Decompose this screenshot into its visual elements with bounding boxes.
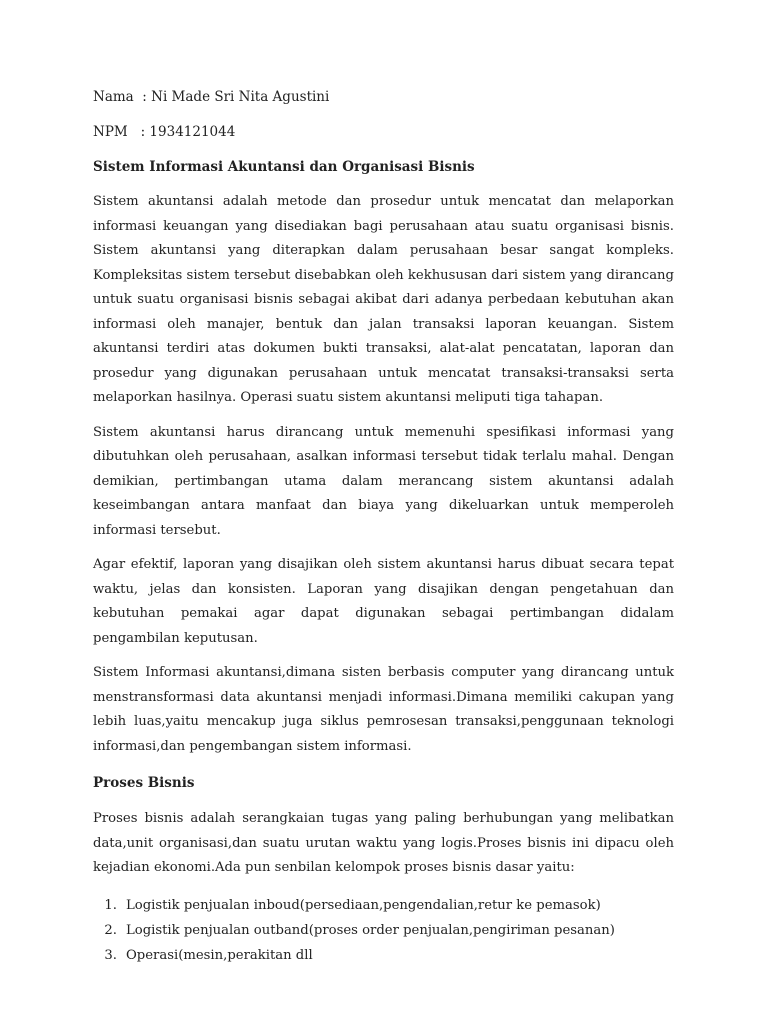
- section-title-sia: Sistem Informasi Akuntansi dan Organisasi Bisnis: [93, 159, 475, 175]
- paragraph-1: Sistem akuntansi adalah metode dan prosedur untuk mencatat dan melaporkan informasi keuangan yang disediakan bagi perusahaan atau suatu organisasi bisnis. Sistem akuntansi yang diterapkan dalam perusahaan besar sangat kompleks. Kompleksitas sistem tersebut disebabkan oleh kekhususan dari sistem yang dirancang untuk suatu organisasi bisnis sebagai akibat dari adanya perbedaan kebutuhan akan informasi oleh manajer, bentuk dan jalan transaksi laporan keuangan. Sistem akuntansi terdiri atas dokumen bukti transaksi, alat-alat pencatatan, laporan dan prosedur yang digunakan perusahaan untuk mencatat transaksi-transaksi serta melaporkan hasilnya. Operasi suatu sistem akuntansi meliputi tiga tahapan.: [93, 194, 674, 405]
- business-process-list: [93, 893, 674, 968]
- student-name-line: Nama : Ni Made Sri Nita Agustini: [93, 89, 330, 105]
- list-item: [71, 943, 674, 968]
- section-title-proses-bisnis: Proses Bisnis: [93, 775, 195, 791]
- paragraph-2: Sistem akuntansi harus dirancang untuk memenuhi spesifikasi informasi yang dibutuhkan oleh perusahaan, asalkan informasi tersebut tidak terlalu mahal. Dengan demikian, pertimbangan utama dalam merancang sistem akuntansi adalah keseimbangan antara manfaat dan biaya yang dikeluarkan untuk memperoleh informasi tersebut.: [93, 424, 674, 538]
- student-npm-line: NPM : 1934121044: [93, 124, 236, 140]
- list-item: [71, 893, 674, 918]
- list-item-text: Logistik penjualan outband(proses order penjualan,pengiriman pesanan): [126, 922, 615, 938]
- paragraph-4: Sistem Informasi akuntansi,dimana sisten berbasis computer yang dirancang untuk menstransformasi data akuntansi menjadi informasi.Dimana memiliki cakupan yang lebih luas,yaitu mencakup juga siklus pemrosesan transaksi,penggunaan teknologi informasi,dan pengembangan sistem informasi.: [93, 665, 674, 754]
- list-item-number: 1.: [104, 897, 117, 913]
- list-item: [71, 918, 674, 943]
- list-item-number: 2.: [104, 922, 117, 938]
- paragraph-5: Proses bisnis adalah serangkaian tugas yang paling berhubungan yang melibatkan data,unit organisasi,dan suatu urutan waktu yang logis.Proses bisnis ini dipacu oleh kejadian ekonomi.Ada pun senbilan kelompok proses bisnis dasar yaitu:: [93, 811, 674, 875]
- list-item-text: Operasi(mesin,perakitan dll: [126, 947, 313, 963]
- list-item-text: Logistik penjualan inboud(persediaan,pengendalian,retur ke pemasok): [126, 897, 601, 913]
- paragraph-3: Agar efektif, laporan yang disajikan oleh sistem akuntansi harus dibuat secara tepat waktu, jelas dan konsisten. Laporan yang disajikan dengan pengetahuan dan kebutuhan pemakai agar dapat digunakan sebagai pertimbangan didalam pengambilan keputusan.: [93, 557, 674, 646]
- document-page: [93, 86, 674, 968]
- list-item-number: 3.: [104, 947, 117, 963]
